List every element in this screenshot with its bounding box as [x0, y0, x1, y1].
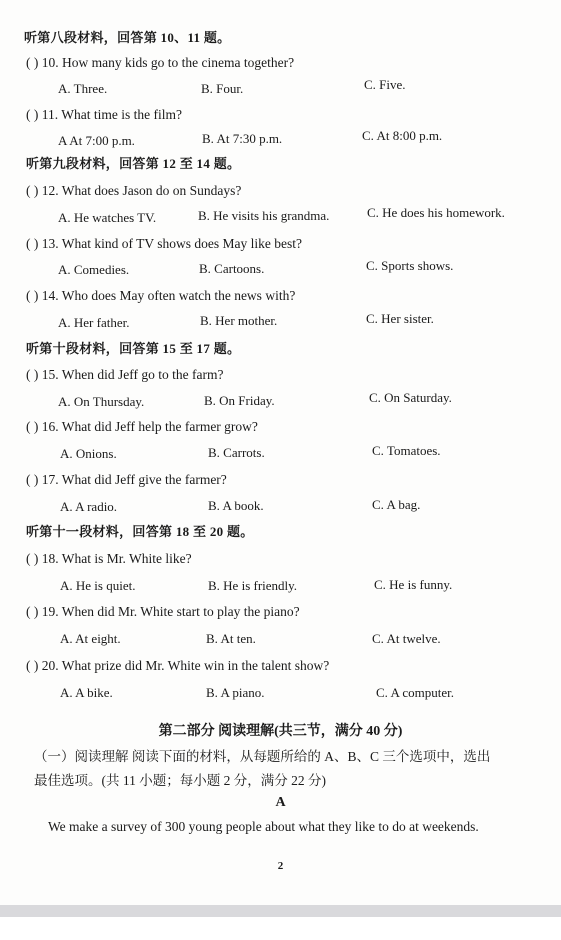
q18-option-a: A. He is quiet.	[60, 578, 136, 593]
question-18: ( ) 18. What is Mr. White like?	[26, 551, 192, 566]
q15-option-c: C. On Saturday.	[369, 390, 452, 405]
question-17: ( ) 17. What did Jeff give the farmer?	[26, 472, 227, 487]
q16-option-c: C. Tomatoes.	[372, 443, 441, 458]
question-14: ( ) 14. Who does May often watch the news with?	[26, 288, 296, 303]
q17-option-c: C. A bag.	[372, 497, 421, 512]
q19-option-a: A. At eight.	[60, 631, 121, 646]
section-heading-10: 听第十段材料，回答第 15 至 17 题。	[26, 341, 241, 356]
question-16: ( ) 16. What did Jeff help the farmer grow?	[26, 419, 258, 434]
section-heading-8: 听第八段材料，回答第 10、11 题。	[24, 30, 231, 45]
q10-option-b: B. Four.	[201, 81, 244, 96]
q12-option-c: C. He does his homework.	[367, 205, 505, 220]
q11-option-b: B. At 7:30 p.m.	[202, 131, 283, 146]
q13-option-b: B. Cartoons.	[199, 261, 265, 276]
section-heading-9: 听第九段材料，回答第 12 至 14 题。	[26, 156, 241, 171]
q13-option-a: A. Comedies.	[58, 262, 130, 277]
q15-option-a: A. On Thursday.	[58, 394, 145, 409]
q13-option-c: C. Sports shows.	[366, 258, 454, 273]
q19-option-c: C. At twelve.	[372, 631, 441, 646]
passage-first-line: We make a survey of 300 young people about what they like to do at weekends.	[48, 819, 479, 834]
q12-option-a: A. He watches TV.	[58, 210, 157, 225]
q18-option-c: C. He is funny.	[374, 577, 453, 592]
question-20: ( ) 20. What prize did Mr. White win in the talent show?	[26, 658, 330, 673]
question-12: ( ) 12. What does Jason do on Sundays?	[26, 183, 242, 198]
q17-option-a: A. A radio.	[60, 499, 118, 514]
q10-option-c: C. Five.	[364, 77, 406, 92]
passage-label: A	[275, 795, 286, 810]
q19-option-b: B. At ten.	[206, 631, 256, 646]
question-13: ( ) 13. What kind of TV shows does May like best?	[26, 236, 302, 251]
q14-option-a: A. Her father.	[58, 315, 130, 330]
reading-instructions-line2: 最佳选项。(共 11 小题；每小题 2 分，满分 22 分)	[34, 773, 326, 788]
question-19: ( ) 19. When did Mr. White start to play the piano?	[26, 604, 300, 619]
q16-option-b: B. Carrots.	[208, 445, 265, 460]
reading-instructions-line1: （一）阅读理解 阅读下面的材料，从每题所给的 A、B、C 三个选项中，选出	[34, 749, 491, 764]
question-11: ( ) 11. What time is the film?	[26, 107, 182, 122]
section-heading-11: 听第十一段材料，回答第 18 至 20 题。	[26, 524, 254, 539]
page-number: 2	[277, 860, 284, 872]
q14-option-b: B. Her mother.	[200, 313, 278, 328]
bottom-scroll-strip	[0, 905, 561, 917]
q20-option-b: B. A piano.	[206, 685, 265, 700]
part-two-title: 第二部分 阅读理解(共三节，满分 40 分)	[158, 724, 403, 739]
q10-option-a: A. Three.	[58, 81, 108, 96]
question-10: ( ) 10. How many kids go to the cinema together?	[26, 55, 295, 70]
question-15: ( ) 15. When did Jeff go to the farm?	[26, 367, 224, 382]
q14-option-c: C. Her sister.	[366, 311, 434, 326]
q17-option-b: B. A book.	[208, 498, 264, 513]
q11-option-a: A At 7:00 p.m.	[58, 133, 135, 148]
q15-option-b: B. On Friday.	[204, 393, 275, 408]
q16-option-a: A. Onions.	[60, 446, 117, 461]
q12-option-b: B. He visits his grandma.	[198, 208, 330, 223]
q18-option-b: B. He is friendly.	[208, 578, 298, 593]
q20-option-c: C. A computer.	[376, 685, 454, 700]
q11-option-c: C. At 8:00 p.m.	[362, 128, 443, 143]
q20-option-a: A. A bike.	[60, 685, 113, 700]
